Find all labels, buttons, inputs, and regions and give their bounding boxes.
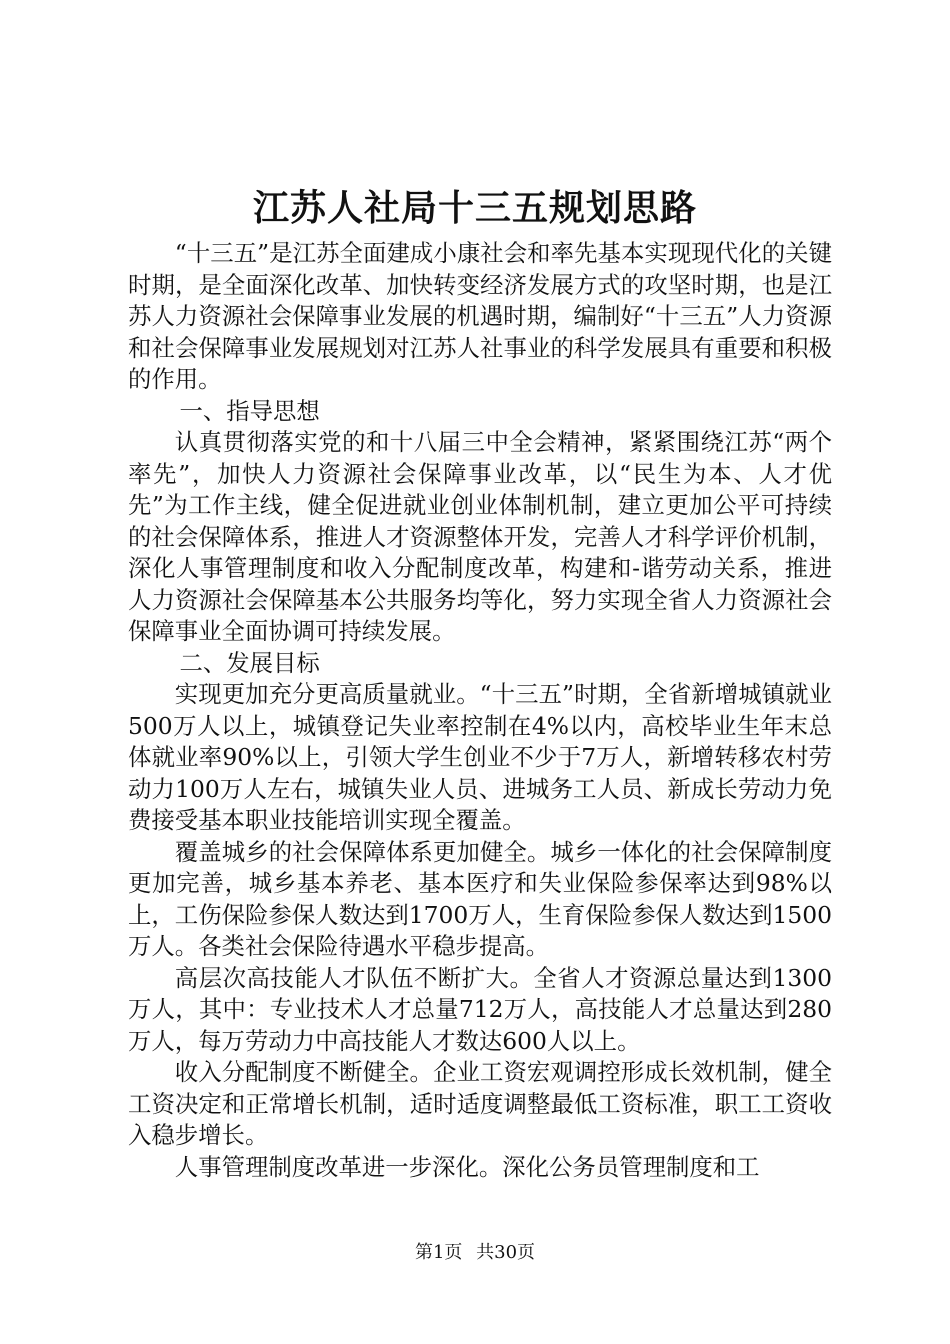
paragraph-employment: 实现更加充分更高质量就业。“十三五”时期，全省新增城镇就业500万人以上，城镇登记失业率控制在4%以内，高校毕业生年末总体就业率90%以上，引领大学生创业不少于7万人，新增转移农村劳动力100万人左右，城镇失业人员、进城务工人员、新成长劳动力免费接受基本职业技能培训实现全覆盖。 <box>128 680 832 834</box>
paragraph-personnel-reform: 人事管理制度改革进一步深化。深化公务员管理制度和工 <box>174 1152 760 1181</box>
page-total: 共30页 <box>476 1242 536 1263</box>
page-footer <box>0 1240 950 1266</box>
paragraph-income: 收入分配制度不断健全。企业工资宏观调控形成长效机制，健全工资决定和正常增长机制，适时适度调整最低工资标准，职工工资收入稳步增长。 <box>128 1058 832 1149</box>
paragraph-guiding-thought: 认真贯彻落实党的和十八届三中全会精神，紧紧围绕江苏“两个率先”，加快人力资源社会保障事业改革，以“民生为本、人才优先”为工作主线，健全促进就业创业体制机制，建立更加公平可持续的社会保障体系，推进人才资源整体开发，完善人才科学评价机制，深化人事管理制度和收入分配制度改革，构建和-谐劳动关系，推进人力资源社会保障基本公共服务均等化，努力实现全省人力资源社会保障事业全面协调可持续发展。 <box>128 428 832 645</box>
section-heading-guiding-thought: 一、指导思想 <box>179 396 320 425</box>
document-title: 江苏人社局十三五规划思路 <box>252 187 697 229</box>
paragraph-social-security: 覆盖城乡的社会保障体系更加健全。城乡一体化的社会保障制度更加完善，城乡基本养老、基本医疗和失业保险参保率达到98%以上，工伤保险参保人数达到1700万人，生育保险参保人数达到1500万人。各类社会保险待遇水平稳步提高。 <box>128 837 832 960</box>
page-number: 第1页 <box>414 1242 463 1263</box>
paragraph-talent: 高层次高技能人才队伍不断扩大。全省人才资源总量达到1300万人，其中：专业技术人才总量712万人，高技能人才总量达到280万人，每万劳动力中高技能人才数达600人以上。 <box>128 963 832 1055</box>
paragraph-intro: “十三五”是江苏全面建成小康社会和率先基本实现现代化的关键时期，是全面深化改革、加快转变经济发展方式的攻坚时期，也是江苏人力资源社会保障事业发展的机遇时期，编制好“十三五”人力资源和社会保障事业发展规划对江苏人社事业的科学发展具有重要和积极的作用。 <box>128 239 832 393</box>
section-heading-goals: 二、发展目标 <box>179 648 320 677</box>
document-body <box>128 238 832 1183</box>
